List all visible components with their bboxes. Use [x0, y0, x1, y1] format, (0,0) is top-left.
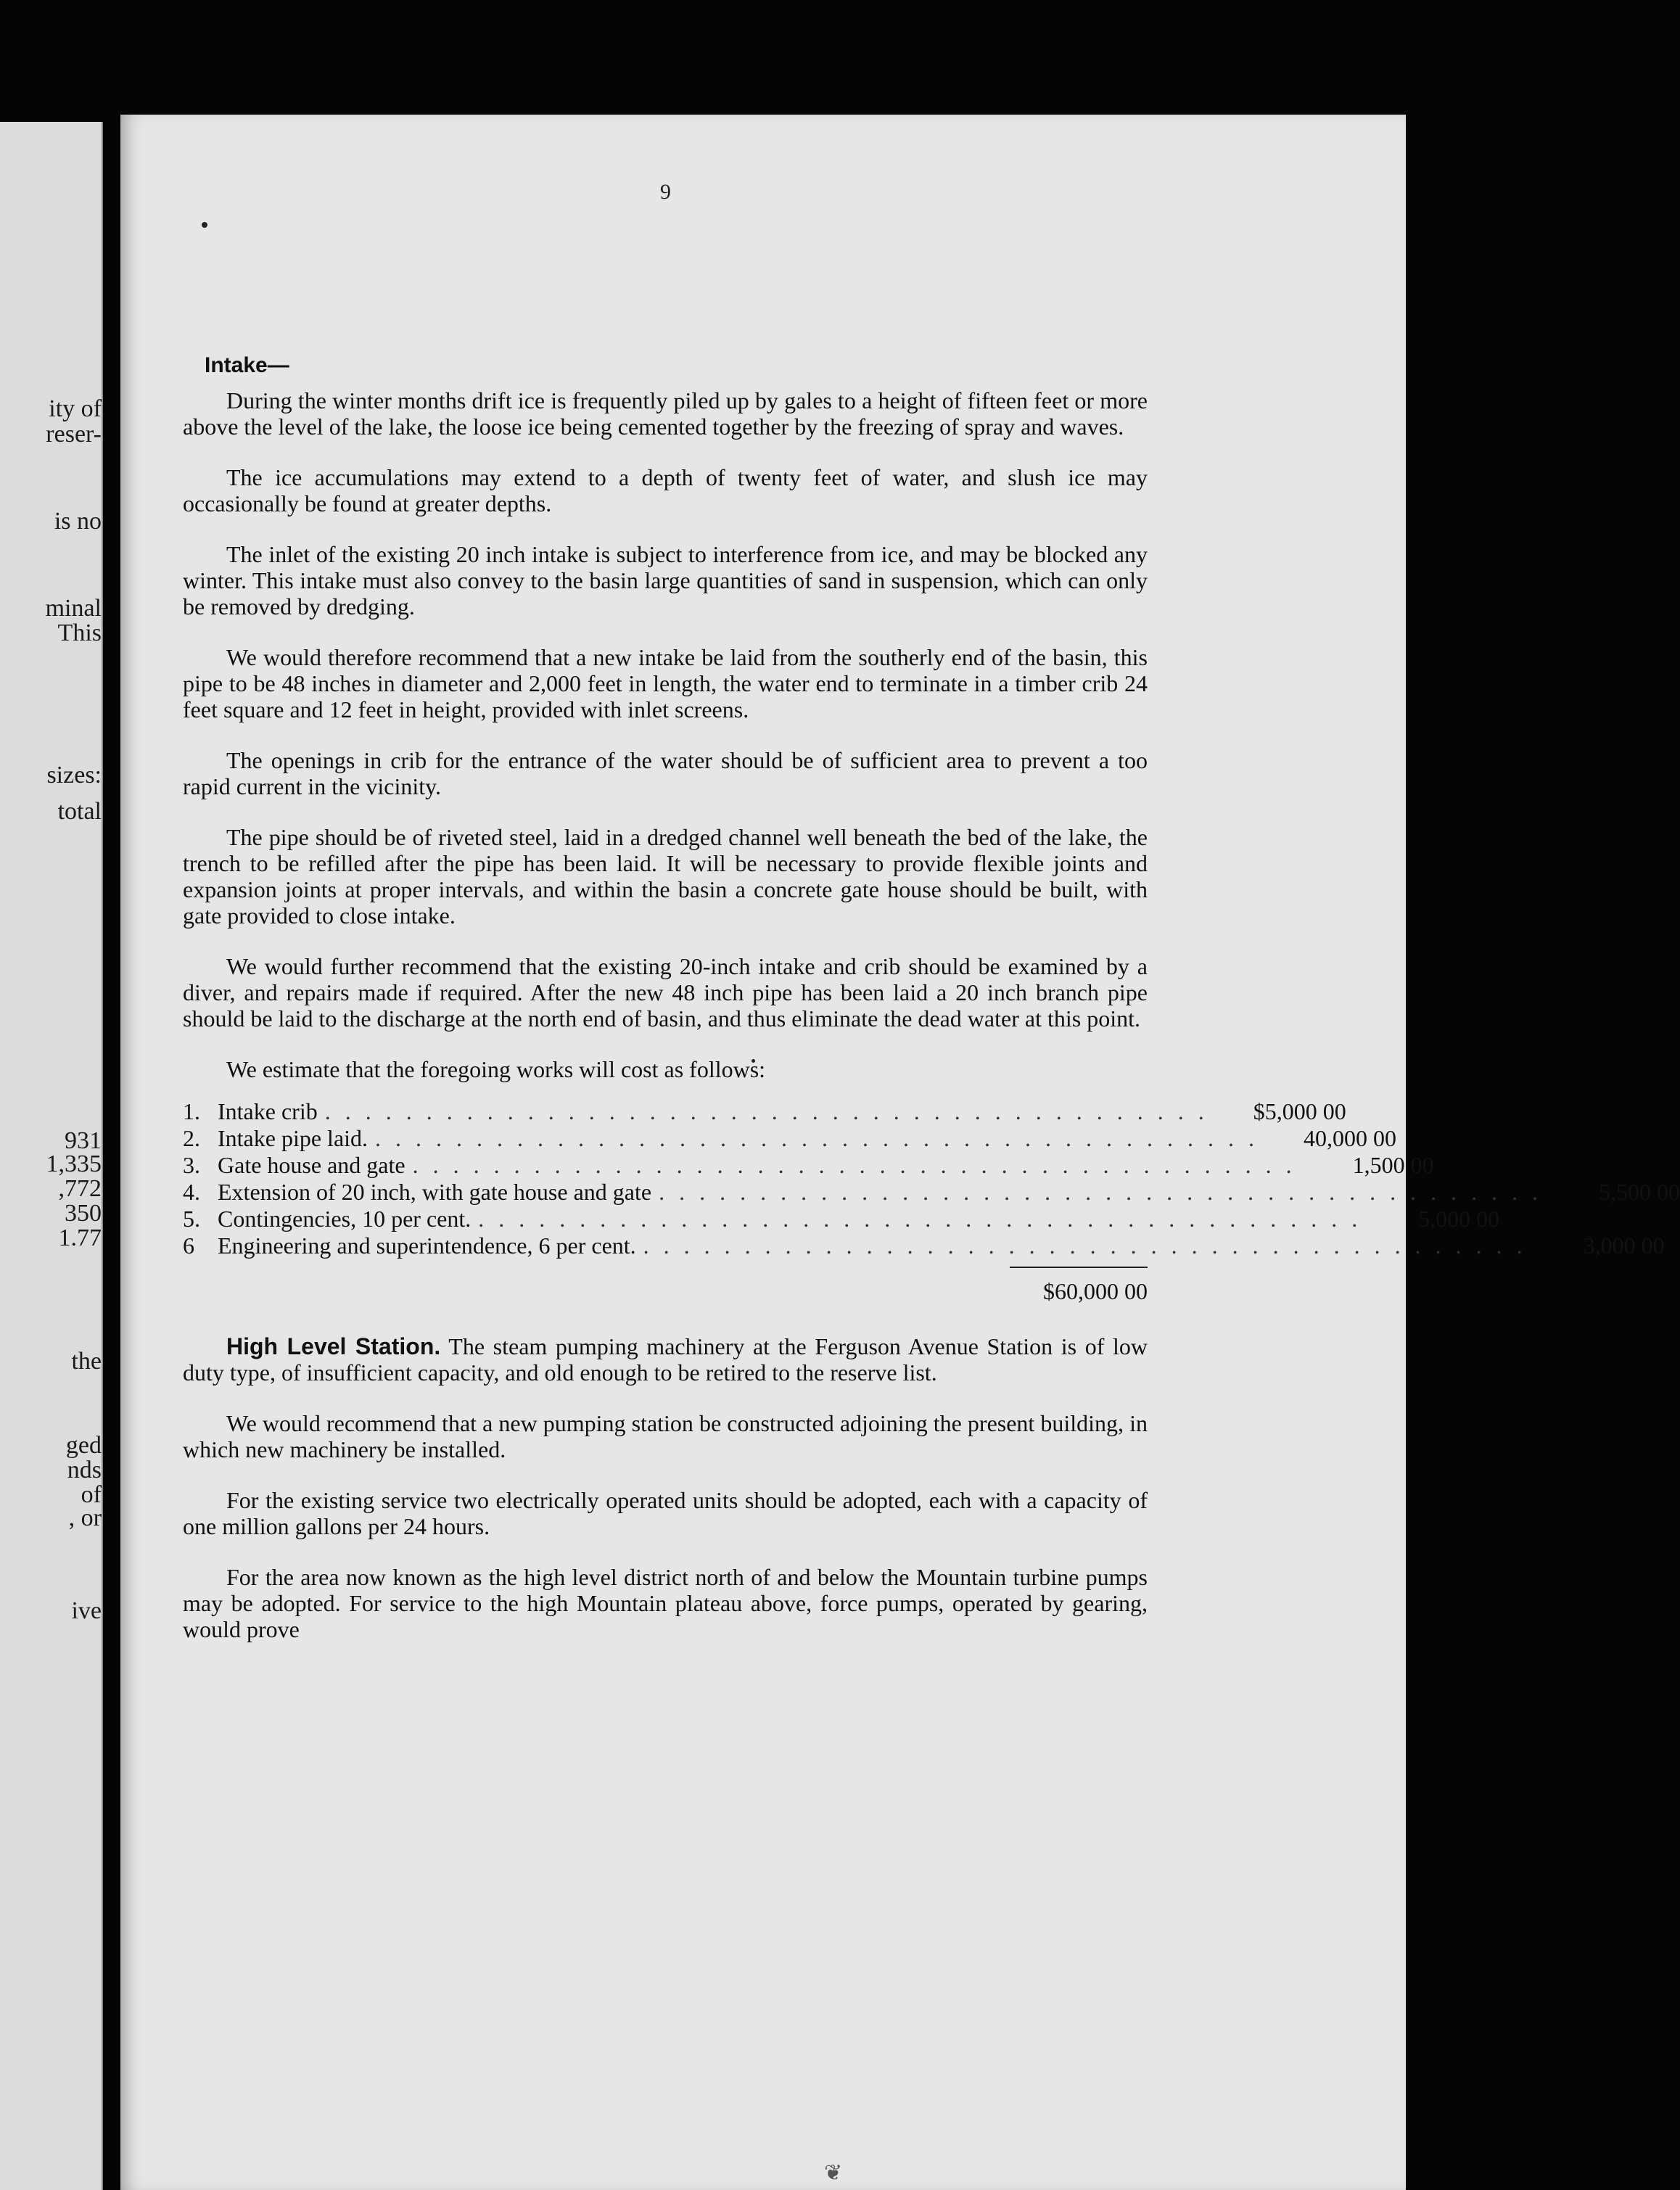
estimate-number: 2. [183, 1125, 200, 1151]
leader-dots: . . . . . . . . . . . . . . . . . . . . . . . . . . . . . . . . . . . . . . . . . . . . [375, 1125, 1259, 1151]
estimate-total: $60,000 00 [1043, 1278, 1148, 1304]
left-page-fragment: ,772 [58, 1175, 102, 1202]
intake-paragraph: The openings in crib for the entrance of the water should be of sufficient area to prevent a too rapid current in the vicinity. [183, 747, 1148, 799]
intake-paragraph: We would further recommend that the existing 20-inch intake and crib should be examined by a diver, and repairs made if required. After the new 48 inch pipe has been laid a 20 inch branch pipe should be laid to the discharge at the north end of basin, and thus eliminate the dead water at this point. [183, 953, 1148, 1032]
high-level-station-text: The steam pumping machinery at the Ferguson Avenue Station is of low duty type, of insufficient capacity, and old enough to be retired to the reserve list. [183, 1333, 1148, 1386]
left-page-fragment: the [71, 1348, 102, 1375]
station-paragraph: For the existing service two electrically operated units should be adopted, each with a capacity of one million gallons per 24 hours. [183, 1487, 1148, 1539]
footer-ornament: ❦ [824, 2161, 843, 2185]
estimate-label: Intake pipe laid. [218, 1125, 368, 1151]
estimate-number: 6 [183, 1232, 194, 1259]
page-number: 9 [660, 180, 671, 204]
intake-paragraph: The pipe should be of riveted steel, laid in a dredged channel well beneath the bed of the lake, the trench to be refilled after the pipe has been laid. It will be necessary to provide flexible joints and expansion joints at proper intervals, and within the basin a concrete gate house should be built, with gate provided to close intake. [183, 824, 1148, 929]
estimate-row [183, 1232, 1665, 1259]
estimate-label: Contingencies, 10 per cent. [218, 1206, 472, 1232]
estimate-row [183, 1152, 1434, 1179]
left-page-fragment: of [81, 1481, 102, 1508]
estimate-number: 1. [183, 1098, 200, 1124]
left-page-fragment: ged [65, 1432, 102, 1459]
page-body [183, 353, 1680, 1667]
estimate-label: Gate house and gate [218, 1152, 405, 1178]
estimate-amount: 3,000 00 [1583, 1232, 1665, 1259]
left-page-fragment: nds [67, 1457, 102, 1483]
left-page-fragment: This [57, 619, 102, 646]
estimate-amount: 40,000 00 [1304, 1125, 1397, 1151]
left-page-fragment: ity of [49, 395, 102, 422]
estimate-amount: 5,500 00 [1599, 1179, 1680, 1205]
estimate-amount: 1,500 00 [1352, 1152, 1434, 1178]
adjacent-page-edge [0, 122, 103, 2190]
station-paragraph: For the area now known as the high level district north of and below the Mountain turbine pumps may be adopted. For service to the high Mountain plateau above, force pumps, operated by gearing, would prove [183, 1564, 1148, 1642]
left-page-fragment: ive [71, 1597, 102, 1624]
left-page-fragment: minal [45, 595, 102, 622]
leader-dots: . . . . . . . . . . . . . . . . . . . . . . . . . . . . . . . . . . . . . . . . . . . . [478, 1206, 1362, 1232]
estimate-row [183, 1125, 1397, 1152]
ink-dot [202, 222, 207, 228]
station-paragraph: We would recommend that a new pumping station be constructed adjoining the present building, in which new machinery be installed. [183, 1410, 1148, 1462]
estimate-row [183, 1206, 1500, 1232]
total-rule [1010, 1267, 1148, 1268]
left-page-fragment: 350 [65, 1200, 102, 1227]
estimate-amount: $5,000 00 [1253, 1098, 1346, 1124]
estimate-label: Engineering and superintendence, 6 per cent. [218, 1232, 636, 1259]
left-page-fragment: , or [68, 1504, 102, 1531]
estimate-label: Extension of 20 inch, with gate house and gate [218, 1179, 652, 1205]
left-page-fragment: sizes: [46, 762, 102, 789]
leader-dots: . . . . . . . . . . . . . . . . . . . . . . . . . . . . . . . . . . . . . . . . . . . . [659, 1179, 1543, 1205]
intake-paragraph: We would therefore recommend that a new intake be laid from the southerly end of the basin, this pipe to be 48 inches in diameter and 2,000 feet in length, the water end to terminate in a timber crib 24 feet square and 12 feet in height, provided with inlet screens. [183, 644, 1148, 723]
estimate-row [183, 1179, 1680, 1206]
left-page-fragment: 1.77 [58, 1224, 102, 1251]
left-page-fragment: 931 [65, 1127, 102, 1154]
estimate-number: 3. [183, 1152, 200, 1178]
leader-dots: . . . . . . . . . . . . . . . . . . . . . . . . . . . . . . . . . . . . . . . . . . . . [643, 1232, 1527, 1259]
intake-heading: Intake— [205, 353, 289, 377]
left-page-fragment: total [57, 798, 102, 825]
left-page-fragment: is no [54, 508, 102, 535]
intake-paragraph: The ice accumulations may extend to a depth of twenty feet of water, and slush ice may occasionally be found at greater depths. [183, 464, 1148, 516]
estimate-intro: We estimate that the foregoing works will cost as follows: [226, 1056, 766, 1082]
left-page-fragment: reser- [46, 421, 102, 448]
left-page-fragment: 1,335 [46, 1150, 102, 1177]
cost-estimate-list [183, 1098, 1680, 1259]
leader-dots: . . . . . . . . . . . . . . . . . . . . . . . . . . . . . . . . . . . . . . . . . . . . [324, 1098, 1208, 1124]
estimate-row [183, 1098, 1346, 1125]
estimate-label: Intake crib [218, 1098, 318, 1124]
intake-paragraph: During the winter months drift ice is frequently piled up by gales to a height of fifteen feet or more above the level of the lake, the loose ice being cemented together by the freezing of spray and waves. [183, 387, 1148, 440]
estimate-number: 5. [183, 1206, 200, 1232]
intake-paragraph: The inlet of the existing 20 inch intake is subject to interference from ice, and may be blocked any winter. This intake must also convey to the basin large quantities of sand in suspension, which can only be removed by dredging. [183, 541, 1148, 619]
estimate-number: 4. [183, 1179, 200, 1205]
high-level-station-heading: High Level Station. [226, 1333, 441, 1359]
high-level-station-paragraph [183, 1333, 1148, 1386]
estimate-amount: 5,000 00 [1418, 1206, 1500, 1232]
leader-dots: . . . . . . . . . . . . . . . . . . . . . . . . . . . . . . . . . . . . . . . . . . . . [412, 1152, 1296, 1178]
